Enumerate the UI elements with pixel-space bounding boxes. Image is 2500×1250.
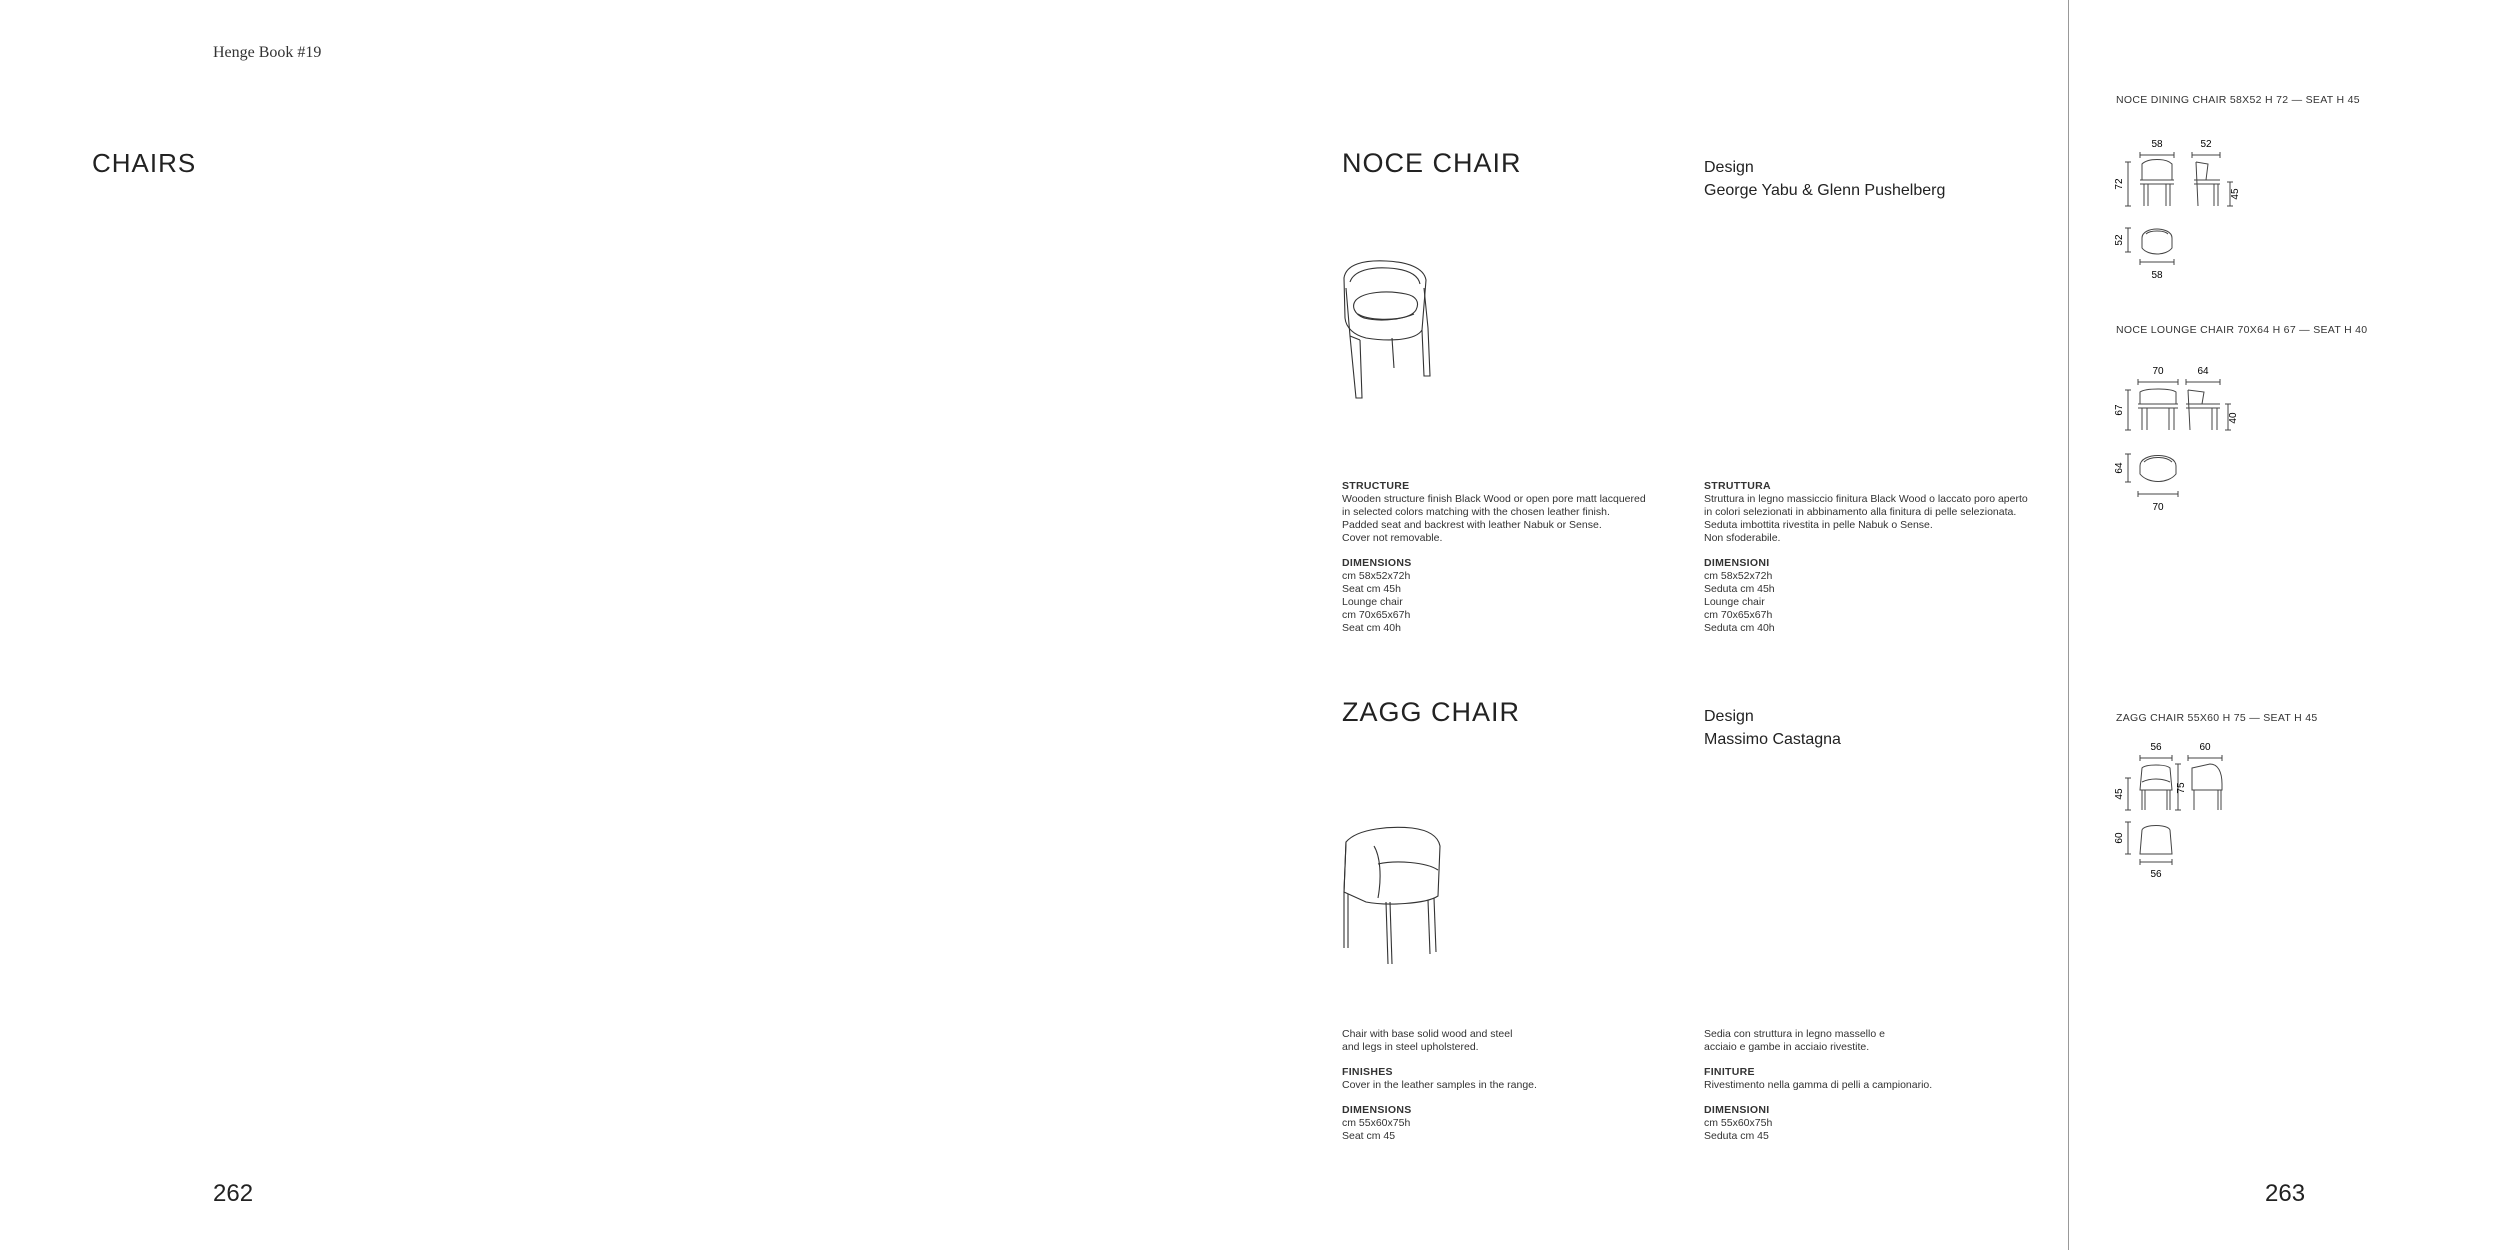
dim-label: 52 — [2200, 139, 2212, 150]
noce-lounge-label: NOCE LOUNGE CHAIR 70X64 H 67 — SEAT H 40 — [2116, 324, 2368, 336]
spec-line: Padded seat and backrest with leather Nabuk or Sense. — [1342, 519, 1602, 531]
dim-label: 67 — [2114, 404, 2125, 416]
spec-line: cm 58x52x72h — [1704, 570, 1773, 582]
spec-line: Lounge chair — [1342, 596, 1403, 608]
dim-label: 72 — [2114, 178, 2125, 190]
dim-label: 58 — [2151, 270, 2163, 281]
technical-drawings-panel — [2068, 0, 2500, 1250]
spec-heading: DIMENSIONI — [1704, 1104, 1770, 1116]
dim-label: 45 — [2230, 188, 2241, 200]
spec-line: cm 70x65x67h — [1704, 609, 1773, 621]
spec-line: cm 55x60x75h — [1704, 1117, 1773, 1129]
spec-line: Struttura in legno massiccio finitura Black Wood o laccato poro aperto — [1704, 493, 2028, 505]
book-title: Henge Book #19 — [213, 44, 322, 61]
spec-line: Lounge chair — [1704, 596, 1765, 608]
noce-chair-title: NOCE CHAIR — [1342, 148, 1522, 178]
spec-line: cm 58x52x72h — [1342, 570, 1411, 582]
dim-label: 56 — [2150, 869, 2162, 880]
spec-line: Chair with base solid wood and steel — [1342, 1028, 1513, 1040]
dim-label: 75 — [2176, 782, 2187, 794]
dim-label: 58 — [2151, 139, 2163, 150]
spec-heading: DIMENSIONI — [1704, 557, 1770, 569]
noce-spec-it — [1704, 480, 2054, 647]
zagg-chair-illustration — [1336, 824, 1466, 969]
designer-name: George Yabu & Glenn Pushelberg — [1704, 182, 1946, 199]
spec-line: cm 55x60x75h — [1342, 1117, 1411, 1129]
noce-chair-illustration — [1336, 258, 1456, 408]
spec-line: Non sfoderabile. — [1704, 532, 1781, 544]
noce-lounge-drawing — [2114, 360, 2264, 520]
noce-dining-label: NOCE DINING CHAIR 58X52 H 72 — SEAT H 45 — [2116, 94, 2360, 106]
zagg-chair-title: ZAGG CHAIR — [1342, 697, 1521, 727]
spec-line: Wooden structure finish Black Wood or open pore matt lacquered — [1342, 493, 1646, 505]
dim-label: 45 — [2114, 788, 2125, 800]
spec-line: Seduta cm 45 — [1704, 1130, 1769, 1142]
dim-label: 70 — [2152, 366, 2164, 377]
dim-label: 52 — [2114, 234, 2125, 246]
spec-line: Cover not removable. — [1342, 532, 1443, 544]
spec-line: acciaio e gambe in acciaio rivestite. — [1704, 1041, 1870, 1053]
section-title: CHAIRS — [92, 148, 197, 178]
noce-dining-drawing — [2114, 130, 2264, 290]
spec-line: Cover in the leather samples in the range. — [1342, 1079, 1537, 1091]
spec-line: Sedia con struttura in legno massello e — [1704, 1028, 1885, 1040]
zagg-drawing — [2114, 738, 2264, 888]
dim-label: 70 — [2152, 502, 2164, 513]
spec-line: Seat cm 45 — [1342, 1130, 1396, 1142]
spec-heading: STRUTTURA — [1704, 480, 1771, 492]
designer-name: Massimo Castagna — [1704, 731, 1841, 748]
dim-label: 56 — [2150, 742, 2162, 753]
spec-heading: DIMENSIONS — [1342, 557, 1412, 569]
page-number-right: 263 — [2265, 1180, 2306, 1207]
spec-line: in selected colors matching with the chosen leather finish. — [1342, 506, 1610, 518]
dim-label: 60 — [2114, 832, 2125, 844]
zagg-designer-block — [1704, 705, 1841, 751]
spec-line: Seduta imbottita rivestita in pelle Nabuk o Sense. — [1704, 519, 1933, 531]
dim-label: 64 — [2197, 366, 2209, 377]
spec-line: Seat cm 40h — [1342, 622, 1401, 634]
zagg-spec-en — [1342, 1028, 1682, 1155]
spec-heading: STRUCTURE — [1342, 480, 1410, 492]
spec-line: cm 70x65x67h — [1342, 609, 1411, 621]
spec-line: Seduta cm 40h — [1704, 622, 1775, 634]
dim-label: 64 — [2114, 462, 2125, 474]
page-number-left: 262 — [213, 1180, 254, 1207]
design-label: Design — [1704, 708, 1754, 725]
noce-spec-en — [1342, 480, 1682, 647]
dim-label: 60 — [2199, 742, 2211, 753]
spec-heading: FINISHES — [1342, 1066, 1393, 1078]
spec-line: and legs in steel upholstered. — [1342, 1041, 1479, 1053]
design-label: Design — [1704, 159, 1754, 176]
spec-line: Seat cm 45h — [1342, 583, 1401, 595]
zagg-label: ZAGG CHAIR 55X60 H 75 — SEAT H 45 — [2116, 712, 2318, 724]
spec-line: Seduta cm 45h — [1704, 583, 1775, 595]
spec-line: Rivestimento nella gamma di pelli a campionario. — [1704, 1079, 1933, 1091]
zagg-spec-it — [1704, 1028, 2054, 1155]
noce-designer-block — [1704, 156, 1945, 202]
spec-heading: FINITURE — [1704, 1066, 1755, 1078]
spec-heading: DIMENSIONS — [1342, 1104, 1412, 1116]
dim-label: 40 — [2228, 412, 2239, 424]
spec-line: in colori selezionati in abbinamento alla finitura di pelle selezionata. — [1704, 506, 2017, 518]
